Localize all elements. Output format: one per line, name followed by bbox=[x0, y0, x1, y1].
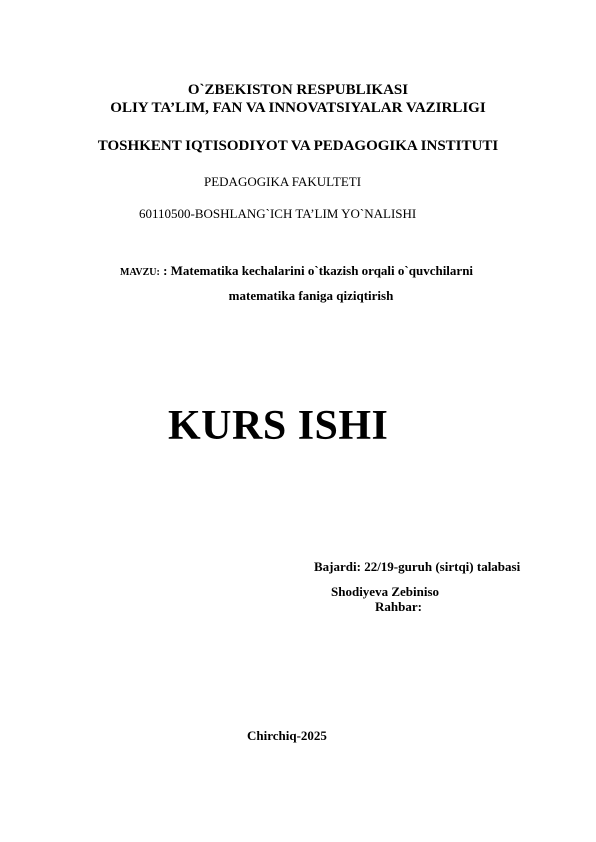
topic-line-2: matematika faniga qiziqtirish bbox=[228, 288, 394, 303]
topic-label: MAVZU: bbox=[120, 267, 160, 278]
direction-heading: 60110500-BOSHLANG`ICH TA’LIM YO`NALISHI bbox=[139, 206, 417, 221]
document-title: KURS ISHI bbox=[168, 403, 389, 449]
republic-heading: O`ZBEKISTON RESPUBLIKASI bbox=[187, 82, 409, 98]
ministry-heading: OLIY TA’LIM, FAN VA INNOVATSIYALAR VAZIRLIGI bbox=[110, 100, 486, 116]
institute-heading: TOSHKENT IQTISODIYOT VA PEDAGOGIKA INSTITUTI bbox=[97, 138, 499, 154]
performer-line: Bajardi: 22/19-guruh (sirtqi) talabasi bbox=[314, 559, 521, 574]
topic-text-1: : Matematika kechalarini o`tkazish orqali o`quvchilarni bbox=[159, 263, 474, 278]
supervisor-label: Rahbar: bbox=[375, 599, 422, 614]
topic-line-1 bbox=[120, 264, 473, 278]
student-name: Shodiyeva Zebiniso bbox=[331, 584, 440, 599]
city-year: Chirchiq-2025 bbox=[247, 728, 327, 743]
faculty-heading: PEDAGOGIKA FAKULTETI bbox=[204, 174, 362, 189]
